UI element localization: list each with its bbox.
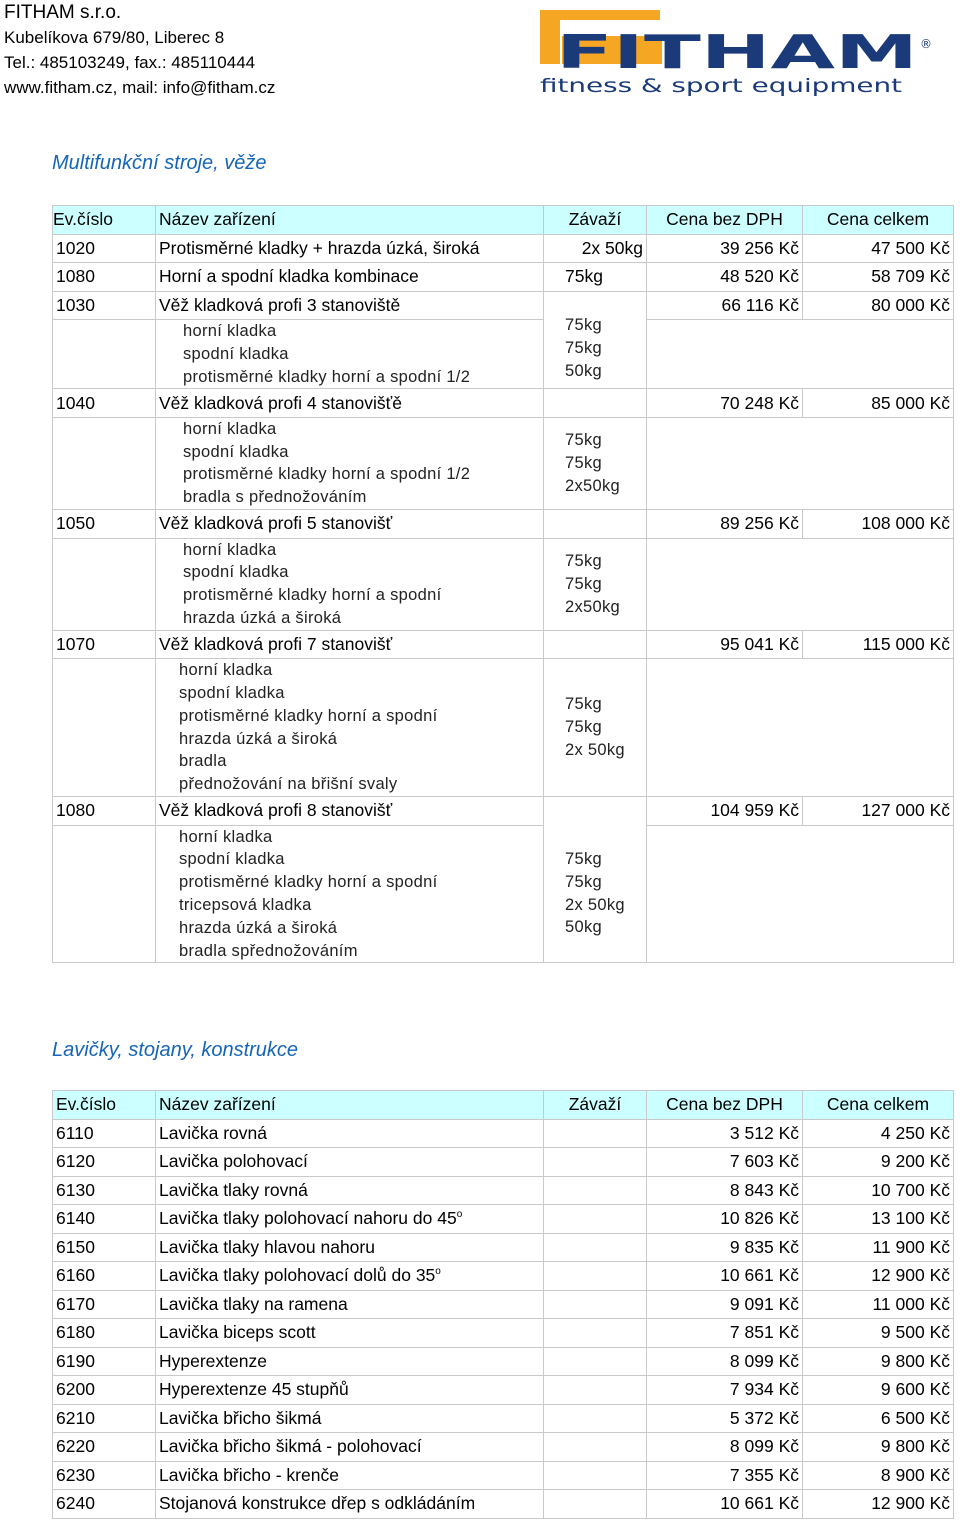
- row-price: [647, 1148, 803, 1177]
- row-price-text: 9 091 Kč: [729, 1293, 799, 1314]
- row-price: [647, 1461, 803, 1490]
- row-name: Věž kladková profi 4 stanovišťě: [156, 389, 544, 418]
- row-weight: [544, 1148, 647, 1177]
- row-name: Věž kladková profi 7 stanovišť: [156, 630, 544, 659]
- row-total: [803, 1233, 954, 1262]
- row-num: [53, 1404, 156, 1433]
- row-total: [803, 1490, 954, 1519]
- component-weight: 2x 50kg: [565, 741, 625, 760]
- row-weight: [544, 1233, 647, 1262]
- table-row: [53, 1262, 954, 1291]
- row-name: Věž kladková profi 8 stanovišť: [156, 797, 544, 826]
- row-price: 39 256 Kč: [647, 234, 803, 263]
- logo-registered: ®: [920, 37, 932, 51]
- row-weight: [544, 1490, 647, 1519]
- row-weight: [544, 1433, 647, 1462]
- row-total: [803, 1347, 954, 1376]
- table-row: [53, 1205, 954, 1234]
- component-item: protisměrné kladky horní a spodní 1/2: [183, 367, 471, 386]
- row-name: [156, 1148, 544, 1177]
- row-name: [156, 1205, 544, 1234]
- row-name: [156, 1404, 544, 1433]
- row-price-text: 7 934 Kč: [729, 1379, 799, 1400]
- row-total-text: 11 000 Kč: [872, 1293, 950, 1314]
- component-list: [156, 320, 544, 389]
- row-name-text: Stojanová konstrukce dřep s odkládáním: [159, 1493, 476, 1514]
- component-item: horní kladka: [183, 322, 277, 340]
- row-num-text: 6210: [56, 1407, 95, 1428]
- row-num-text: 6220: [56, 1436, 95, 1457]
- row-price-text: 7 851 Kč: [729, 1322, 799, 1343]
- table-row: [53, 389, 954, 418]
- component-item: přednožování na břišní svaly: [179, 775, 398, 794]
- row-total: [803, 1262, 954, 1291]
- row-name: [156, 1290, 544, 1319]
- component-list: [156, 417, 544, 509]
- col-header-weight: Závaží: [544, 1091, 647, 1120]
- table-row: [53, 1404, 954, 1433]
- section-title-machines: Multifunkční stroje, věže: [52, 152, 267, 174]
- table-row: [53, 1433, 954, 1462]
- logo-wordmark: FITHAM: [556, 25, 918, 79]
- col-header-name: Název zařízení: [156, 1091, 544, 1120]
- component-item: protisměrné kladky horní a spodní 1/2: [183, 465, 471, 484]
- row-total: [803, 1119, 954, 1148]
- degree-mark: o: [456, 1209, 463, 1221]
- row-total-text: 8 900 Kč: [880, 1464, 950, 1485]
- row-weight: [544, 1290, 647, 1319]
- row-price: [647, 1376, 803, 1405]
- component-weights: [544, 538, 647, 630]
- row-name: [156, 1176, 544, 1205]
- row-weight: [544, 1205, 647, 1234]
- row-name: [156, 1233, 544, 1262]
- component-weight: 75kg: [565, 338, 602, 357]
- row-weight: [544, 1176, 647, 1205]
- component-weight: 75kg: [565, 551, 602, 570]
- row-weight: [544, 1319, 647, 1348]
- company-phone: Tel.: 485103249, fax.: 485110444: [4, 53, 256, 72]
- row-num: 1020: [53, 234, 156, 263]
- row-total: 115 000 Kč: [803, 630, 954, 659]
- row-num: [53, 1233, 156, 1262]
- row-total: [803, 1376, 954, 1405]
- row-name: Horní a spodní kladka kombinace: [156, 263, 544, 292]
- table-row: [53, 1119, 954, 1148]
- table-row: [53, 1148, 954, 1177]
- row-price: 70 248 Kč: [647, 389, 803, 418]
- row-price: 89 256 Kč: [647, 510, 803, 539]
- table-subrow: [53, 659, 954, 797]
- row-total-text: 11 900 Kč: [872, 1236, 950, 1257]
- table-row: [53, 1376, 954, 1405]
- row-num: 1030: [53, 291, 156, 320]
- row-name-text: Lavička rovná: [159, 1122, 267, 1143]
- row-weight: [544, 1119, 647, 1148]
- table-row: [53, 630, 954, 659]
- table-subrow: [53, 825, 954, 963]
- component-item: horní kladka: [183, 540, 277, 559]
- table-row: [53, 291, 954, 320]
- row-num: 1070: [53, 630, 156, 659]
- row-name: Věž kladková profi 3 stanoviště: [156, 291, 544, 320]
- row-total: 80 000 Kč: [803, 291, 954, 320]
- row-name: [156, 1490, 544, 1519]
- row-num: [53, 1262, 156, 1291]
- table-subrow: [53, 417, 954, 509]
- component-item: bradla spřednožováním: [179, 941, 358, 960]
- row-num: 1040: [53, 389, 156, 418]
- row-price: [647, 1176, 803, 1205]
- component-weight: 75kg: [565, 695, 602, 714]
- row-total: [803, 1319, 954, 1348]
- row-num-text: 6160: [56, 1265, 95, 1286]
- row-name: Protisměrné kladky + hrazda úzká, široká: [156, 234, 544, 263]
- row-total-text: 4 250 Kč: [880, 1122, 950, 1143]
- row-name: [156, 1376, 544, 1405]
- row-total: [803, 1148, 954, 1177]
- component-item: tricepsová kladka: [179, 895, 312, 914]
- component-weights: [544, 417, 647, 509]
- row-total-text: 10 700 Kč: [871, 1179, 950, 1200]
- row-price-text: 8 099 Kč: [729, 1436, 799, 1457]
- row-name: [156, 1461, 544, 1490]
- row-total: [803, 1433, 954, 1462]
- table-row: [53, 1176, 954, 1205]
- component-weight: 50kg: [565, 918, 602, 937]
- machines-table: [52, 205, 954, 963]
- row-total: 108 000 Kč: [803, 510, 954, 539]
- row-price-text: 10 661 Kč: [720, 1493, 799, 1514]
- row-total: 58 709 Kč: [803, 263, 954, 292]
- row-price-text: 10 661 Kč: [720, 1265, 799, 1286]
- row-price: 104 959 Kč: [647, 797, 803, 826]
- row-total: 47 500 Kč: [803, 234, 954, 263]
- row-num: [53, 1205, 156, 1234]
- row-total: [803, 1176, 954, 1205]
- component-weight: 75kg: [565, 454, 602, 473]
- row-num: [53, 1119, 156, 1148]
- table-header-row: [53, 1091, 954, 1120]
- row-name: [156, 1433, 544, 1462]
- component-item: spodní kladka: [183, 563, 289, 582]
- table-row: [53, 510, 954, 539]
- component-item: spodní kladka: [183, 442, 289, 461]
- row-total-text: 9 800 Kč: [880, 1436, 950, 1457]
- row-price-text: 8 099 Kč: [729, 1350, 799, 1371]
- row-total-text: 9 200 Kč: [880, 1151, 950, 1172]
- row-total-text: 12 900 Kč: [871, 1265, 950, 1286]
- row-num: [53, 1490, 156, 1519]
- col-header-price: Cena bez DPH: [647, 1091, 803, 1120]
- row-price-text: 5 372 Kč: [729, 1407, 799, 1428]
- row-total-text: 9 800 Kč: [880, 1350, 950, 1371]
- row-name-text: Lavička tlaky rovná: [159, 1179, 308, 1200]
- row-name-text: Lavička břicho šikmá: [159, 1407, 322, 1428]
- row-weight: [544, 1262, 647, 1291]
- row-num-text: 6240: [56, 1493, 95, 1514]
- component-weight: 75kg: [565, 431, 602, 450]
- company-info: [4, 0, 275, 100]
- component-item: bradla: [179, 752, 227, 771]
- company-name: FITHAM s.r.o.: [4, 2, 122, 23]
- component-weight: 2x 50kg: [565, 895, 625, 914]
- row-price-text: 7 603 Kč: [729, 1151, 799, 1172]
- row-total-text: 9 600 Kč: [880, 1379, 950, 1400]
- table-row: [53, 1290, 954, 1319]
- row-name: Věž kladková profi 5 stanovišť: [156, 510, 544, 539]
- row-total-text: 12 900 Kč: [871, 1493, 950, 1514]
- row-num-text: 6230: [56, 1464, 95, 1485]
- component-item: hrazda úzká a široká: [179, 729, 338, 748]
- component-list: [156, 825, 544, 963]
- col-header-price: Cena bez DPH: [647, 206, 803, 235]
- row-price: [647, 1119, 803, 1148]
- component-item: bradla s přednožováním: [183, 488, 367, 507]
- col-header-name: Název zařízení: [156, 206, 544, 235]
- component-item: hrazda úzká a široká: [183, 608, 342, 627]
- row-name-text: Hyperextenze: [159, 1350, 267, 1371]
- row-name-text: Lavička tlaky na ramena: [159, 1293, 348, 1314]
- row-price: [647, 1490, 803, 1519]
- row-num-text: 6120: [56, 1151, 95, 1172]
- col-header-weight: Závaží: [544, 206, 647, 235]
- row-num-text: 6130: [56, 1179, 95, 1200]
- component-weights: [544, 825, 647, 963]
- table-subrow: [53, 538, 954, 630]
- row-price: [647, 1262, 803, 1291]
- row-num: [53, 1347, 156, 1376]
- company-address: Kubelíkova 679/80, Liberec 8: [4, 28, 225, 47]
- degree-mark: o: [435, 1266, 441, 1278]
- row-name-text: Lavička tlaky hlavou nahoru: [159, 1236, 375, 1257]
- row-total: [803, 1205, 954, 1234]
- row-name: [156, 1119, 544, 1148]
- row-name: [156, 1262, 544, 1291]
- logo-tagline: fitness & sport equipment: [540, 75, 902, 97]
- row-num: [53, 1461, 156, 1490]
- table-header-row: [53, 206, 954, 235]
- component-item: spodní kladka: [179, 850, 285, 869]
- row-price: [647, 1347, 803, 1376]
- row-weight: 75kg: [544, 263, 647, 292]
- table-row: [53, 1347, 954, 1376]
- row-num-text: 6180: [56, 1322, 95, 1343]
- col-header-num: Ev.číslo: [53, 206, 156, 235]
- row-price: [647, 1205, 803, 1234]
- row-total: 127 000 Kč: [803, 797, 954, 826]
- col-header-num: Ev.číslo: [53, 1091, 156, 1120]
- row-weight: [544, 1376, 647, 1405]
- row-num-text: 6150: [56, 1236, 95, 1257]
- row-num: 1050: [53, 510, 156, 539]
- row-weight: 2x 50kg: [544, 234, 647, 263]
- row-name-text: Lavička břicho - krenče: [159, 1464, 339, 1485]
- row-price-text: 7 355 Kč: [729, 1464, 799, 1485]
- table-row: [53, 1490, 954, 1519]
- row-price: [647, 1404, 803, 1433]
- row-total-text: 6 500 Kč: [880, 1407, 950, 1428]
- col-header-total: Cena celkem: [803, 206, 954, 235]
- component-weight: 75kg: [565, 850, 602, 869]
- col-header-total: Cena celkem: [803, 1091, 954, 1120]
- component-weight: 75kg: [565, 574, 602, 593]
- row-name-text: Hyperextenze 45 stupňů: [159, 1379, 349, 1400]
- row-num: [53, 1148, 156, 1177]
- component-item: horní kladka: [179, 827, 273, 846]
- component-weight: 2x50kg: [565, 597, 621, 616]
- row-num: [53, 1176, 156, 1205]
- row-price: [647, 1290, 803, 1319]
- row-price-text: 8 843 Kč: [729, 1179, 799, 1200]
- component-item: protisměrné kladky horní a spodní: [183, 586, 442, 605]
- company-web: www.fitham.cz, mail: info@fitham.cz: [4, 78, 276, 97]
- benches-table: [52, 1090, 954, 1519]
- row-num: [53, 1290, 156, 1319]
- table-row: [53, 1319, 954, 1348]
- table-row: [53, 797, 954, 826]
- row-total: [803, 1290, 954, 1319]
- table-row: [53, 263, 954, 292]
- row-num-text: 6140: [56, 1208, 95, 1229]
- component-item: protisměrné kladky horní a spodní: [179, 873, 438, 892]
- component-weight: 50kg: [565, 361, 602, 380]
- fitham-logo: [538, 8, 938, 98]
- row-price: [647, 1233, 803, 1262]
- row-total-text: 9 500 Kč: [880, 1322, 950, 1343]
- row-num-text: 6200: [56, 1379, 95, 1400]
- row-total: 85 000 Kč: [803, 389, 954, 418]
- row-price: 48 520 Kč: [647, 263, 803, 292]
- row-num: [53, 1376, 156, 1405]
- row-price: [647, 1319, 803, 1348]
- row-weight: [544, 291, 647, 389]
- row-num: [53, 1433, 156, 1462]
- row-name-text: Lavička břicho šikmá - polohovací: [159, 1436, 422, 1457]
- row-price: 66 116 Kč: [647, 291, 803, 320]
- row-num: [53, 1319, 156, 1348]
- component-weight: 75kg: [565, 316, 602, 334]
- component-item: horní kladka: [183, 419, 277, 438]
- component-list: [156, 659, 544, 797]
- row-total-text: 13 100 Kč: [871, 1208, 950, 1229]
- section-title-benches: Lavičky, stojany, konstrukce: [52, 1039, 299, 1061]
- row-total: [803, 1404, 954, 1433]
- row-name-text: Lavička tlaky polohovací dolů do 35: [159, 1265, 436, 1286]
- table-row: [53, 1233, 954, 1262]
- component-item: spodní kladka: [183, 344, 289, 363]
- row-name: [156, 1347, 544, 1376]
- component-weight: 75kg: [565, 718, 602, 737]
- row-num-text: 6170: [56, 1293, 95, 1314]
- component-weight: 2x50kg: [565, 476, 621, 495]
- row-num: 1080: [53, 263, 156, 292]
- row-weight: [544, 1404, 647, 1433]
- row-name: [156, 1319, 544, 1348]
- row-name-text: Lavička biceps scott: [159, 1322, 316, 1343]
- component-list: [156, 538, 544, 630]
- row-num: 1080: [53, 797, 156, 826]
- table-row: [53, 234, 954, 263]
- row-price-text: 10 826 Kč: [720, 1208, 799, 1229]
- component-item: protisměrné kladky horní a spodní: [179, 706, 438, 725]
- row-total: [803, 1461, 954, 1490]
- row-weight: [544, 1461, 647, 1490]
- component-item: hrazda úzká a široká: [179, 918, 338, 937]
- table-row: [53, 1461, 954, 1490]
- row-price: 95 041 Kč: [647, 630, 803, 659]
- component-weights: [544, 659, 647, 797]
- component-item: spodní kladka: [179, 684, 285, 703]
- table-subrow: [53, 320, 954, 389]
- component-weight: 75kg: [565, 872, 602, 891]
- row-price-text: 3 512 Kč: [729, 1122, 799, 1143]
- row-name-text: Lavička tlaky polohovací nahoru do 45: [159, 1208, 457, 1229]
- row-price-text: 9 835 Kč: [729, 1236, 799, 1257]
- component-item: horní kladka: [179, 661, 273, 680]
- row-price: [647, 1433, 803, 1462]
- row-name-text: Lavička polohovací: [159, 1151, 308, 1172]
- row-num-text: 6110: [56, 1122, 94, 1143]
- row-weight: [544, 1347, 647, 1376]
- row-num-text: 6190: [56, 1350, 95, 1371]
